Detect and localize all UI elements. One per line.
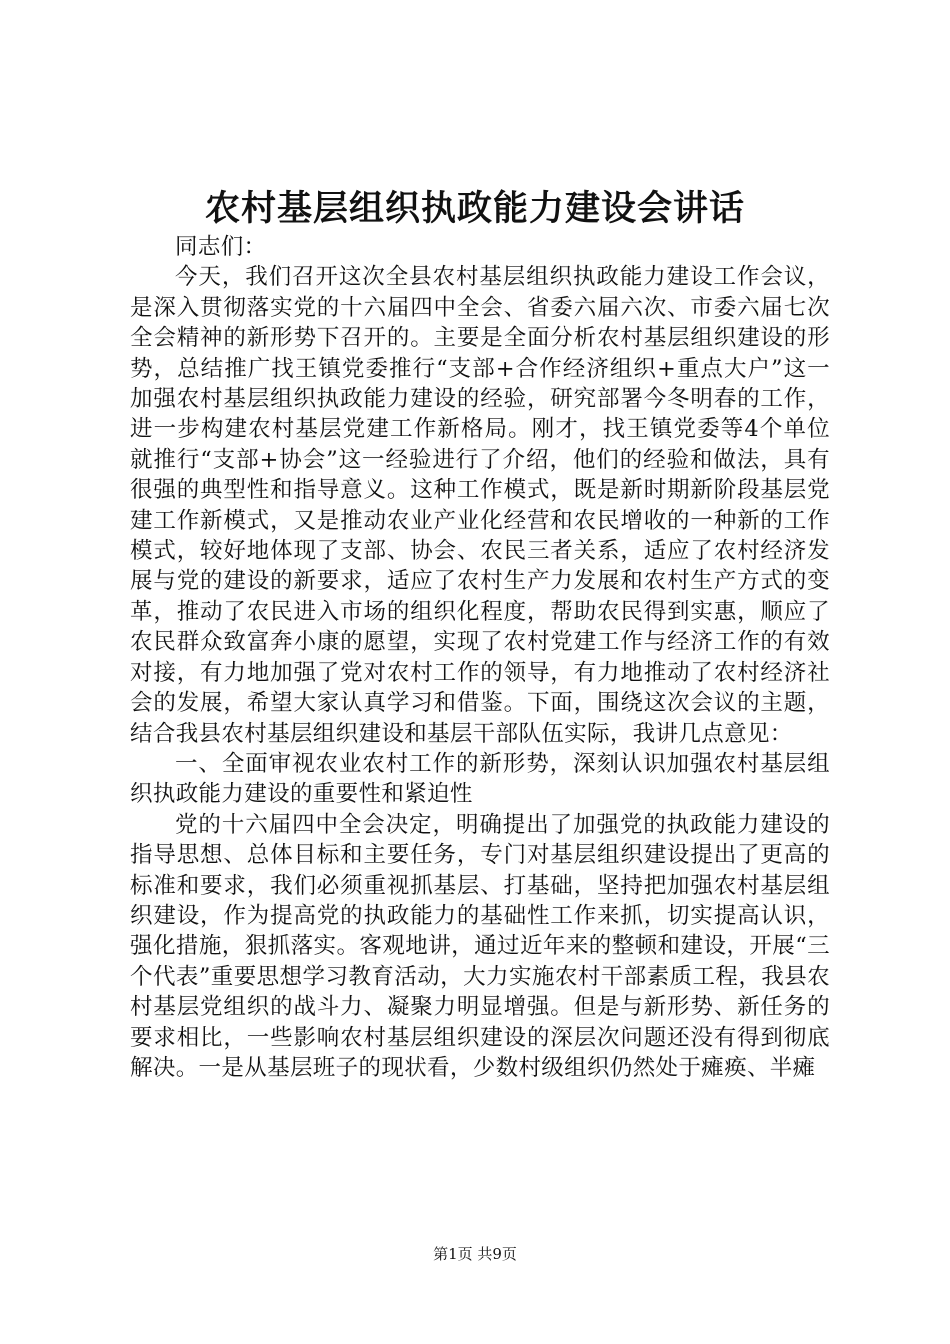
salutation: 同志们： (175, 234, 267, 260)
document-title: 农村基层组织执政能力建设会讲话 (204, 188, 745, 229)
paragraph-opening: 今天，我们召开这次全县农村基层组织执政能力建设工作会议，是深入贯彻落实党的十六届四中全会、省委六届六次、市委六届七次全会精神的新形势下召开的。主要是全面分析农村基层组织建设的形势，总结推广找王镇党委推行“支部+合作经济组织+重点大户”这一加强农村基层组织执政能力建设的经验，研究部署今冬明春的工作，进一步构建农村基层党建工作新格局。刚才，找王镇党委等4个单位就推行“支部+协会”这一经验进行了介绍，他们的经验和做法，具有很强的典型性和指导意义。这种工作模式，既是新时期新阶段基层党建工作新模式，又是推动农业产业化经营和农民增收的一种新的工作模式，较好地体现了支部、协会、农民三者关系，适应了农村经济发展与党的建设的新要求，适应了农村生产力发展和农村生产方式的变革，推动了农民进入市场的组织化程度，帮助农民得到实惠，顺应了农民群众致富奔小康的愿望，实现了农村党建工作与经济工作的有效对接，有力地加强了党对农村工作的领导，有力地推动了农村经济社会的发展，希望大家认真学习和借鉴。下面，围绕这次会议的主题，结合我县农村基层组织建设和基层干部队伍实际，我讲几点意见： (130, 264, 830, 747)
paragraph-section-one: 党的十六届四中全会决定，明确提出了加强党的执政能力建设的指导思想、总体目标和主要任务，专门对基层组织建设提出了更高的标准和要求，我们必须重视抓基层、打基础，坚持把加强农村基层组织建设，作为提高党的执政能力的基础性工作来抓，切实提高认识，强化措施，狠抓落实。客观地讲，通过近年来的整顿和建设，开展“三个代表”重要思想学习教育活动，大力实施农村干部素质工程，我县农村基层党组织的战斗力、凝聚力明显增强。但是与新形势、新任务的要求相比，一些影响农村基层组织建设的深层次问题还没有得到彻底解决。一是从基层班子的现状看，少数村级组织仍然处于瘫痪、半瘫 (130, 811, 830, 1081)
section-heading-one: 一、全面审视农业农村工作的新形势，深刻认识加强农村基层组织执政能力建设的重要性和紧迫性 (130, 750, 830, 808)
page-footer: 第1页 共9页 (433, 1245, 517, 1263)
document-body (130, 232, 830, 1083)
